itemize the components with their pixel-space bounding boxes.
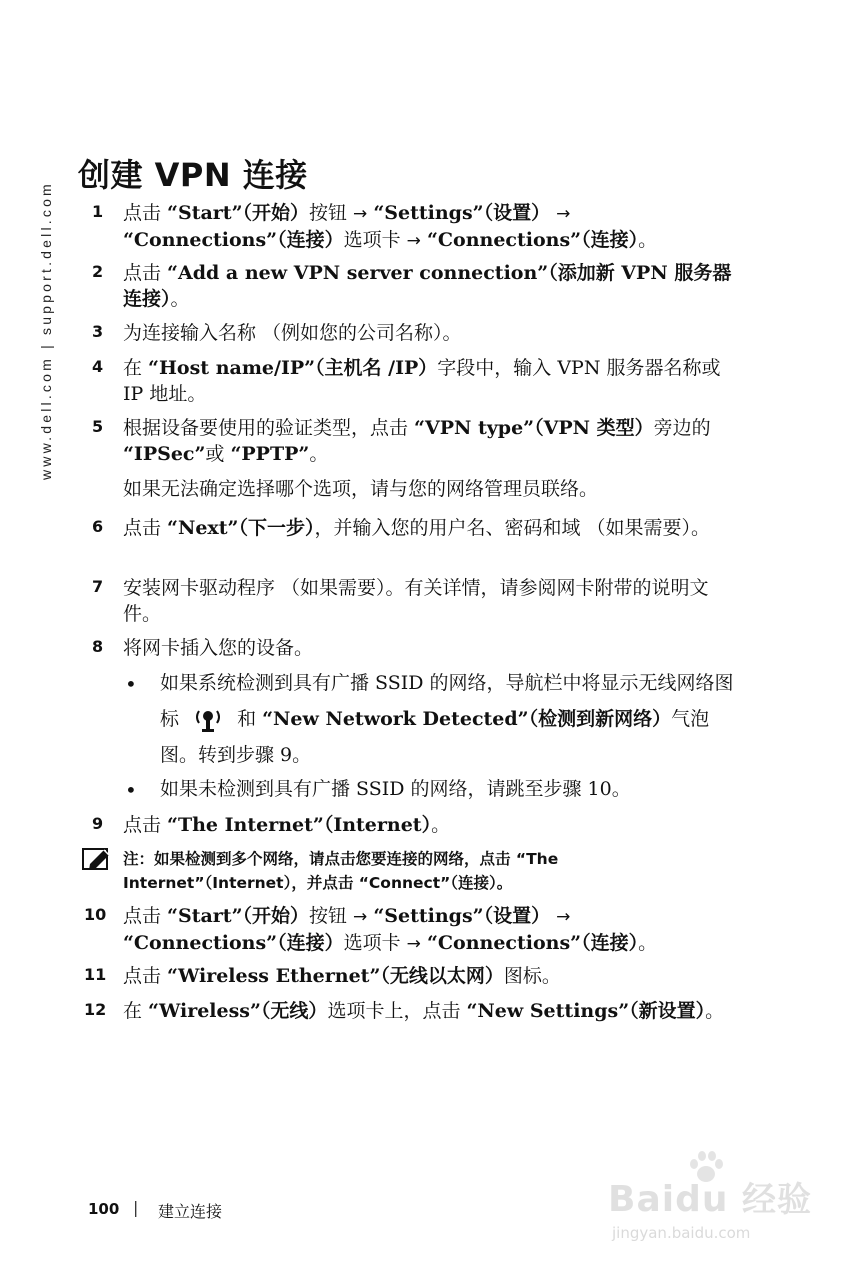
step-text: 将网卡插入您的设备。 bbox=[123, 637, 314, 659]
step-number: 3 bbox=[92, 322, 104, 341]
baidu-watermark bbox=[608, 1150, 843, 1260]
footer-separator: | bbox=[133, 1198, 139, 1217]
step-number: 10 bbox=[84, 905, 107, 924]
step-text: 安装网卡驱动程序 （如果需要）。有关详情，请参阅网卡附带的说明文件。 bbox=[123, 577, 709, 625]
bullet-1-part3: “New Network Detected”（检测到新网络） bbox=[262, 708, 672, 730]
step-text: 点击 “Start”（开始）按钮 → “Settings”（设置） → “Connections”（连接）选项卡 → “Connections”（连接）。 bbox=[123, 202, 658, 251]
step-number: 2 bbox=[92, 262, 104, 281]
bullet-dot: • bbox=[125, 672, 137, 696]
bullet-2: 如果未检测到具有广播 SSID 的网络，请跳至步骤 10。 bbox=[160, 778, 631, 800]
step-text: 点击 “Wireless Ethernet”（无线以太网）图标。 bbox=[123, 965, 561, 987]
side-url: www.dell.com | support.dell.com bbox=[38, 181, 54, 480]
step-number: 1 bbox=[92, 202, 104, 221]
step-text: 在 “Host name/IP”（主机名 /IP）字段中，输入 VPN 服务器名称或 IP 地址。 bbox=[123, 357, 721, 405]
step-number: 12 bbox=[84, 1000, 107, 1019]
step-text: 点击 “Next”（下一步），并输入您的用户名、密码和域 （如果需要）。 bbox=[123, 517, 711, 539]
step-text: 为连接输入名称 （例如您的公司名称）。 bbox=[123, 322, 462, 344]
bullet-1 bbox=[160, 665, 740, 773]
step-text: 根据设备要使用的验证类型，点击 “VPN type”（VPN 类型）旁边的 “IPSec”或 “PPTP”。 bbox=[123, 417, 711, 465]
step-number: 8 bbox=[92, 637, 104, 656]
step-text: 点击 “Start”（开始）按钮 → “Settings”（设置） → “Connections”（连接）选项卡 → “Connections”（连接）。 bbox=[123, 905, 658, 954]
note-pencil-icon bbox=[82, 846, 112, 872]
step-text: 点击 “The Internet”（Internet）。 bbox=[123, 814, 451, 836]
note-body: 如果检测到多个网络，请点击您要连接的网络，点击 “The Internet”（Internet），并点击 “Connect”（连接）。 bbox=[123, 850, 559, 892]
step-number: 7 bbox=[92, 577, 104, 596]
watermark-url: jingyan.baidu.com bbox=[612, 1224, 751, 1242]
page-title: 创建 VPN 连接 bbox=[78, 156, 308, 194]
bullet-1-part1: 如果系统检测到具有广播 SSID 的网络，导航栏中将显示无线网络图标 bbox=[160, 672, 734, 730]
step-number: 4 bbox=[92, 357, 104, 376]
step-number: 5 bbox=[92, 417, 104, 436]
step-number: 9 bbox=[92, 814, 104, 833]
wireless-network-icon bbox=[193, 707, 223, 733]
step-number: 6 bbox=[92, 517, 104, 536]
note-label: 注： bbox=[123, 850, 155, 868]
page-number: 100 bbox=[88, 1200, 120, 1218]
watermark-brand: Baidu 经验 bbox=[608, 1179, 813, 1220]
note-text bbox=[123, 847, 723, 895]
step-text: 在 “Wireless”（无线）选项卡上，点击 “New Settings”（新设置）。 bbox=[123, 1000, 725, 1022]
bullet-1-part2: 和 bbox=[237, 708, 257, 730]
step-number: 11 bbox=[84, 965, 107, 984]
bullet-1-part4: 气泡图。转到步骤 9。 bbox=[160, 708, 710, 766]
footer-section-title: 建立连接 bbox=[158, 1202, 223, 1221]
bullet-dot: • bbox=[125, 778, 137, 802]
step-text: 点击 “Add a new VPN server connection”（添加新 VPN 服务器连接）。 bbox=[123, 262, 732, 310]
step-5-extra: 如果无法确定选择哪个选项，请与您的网络管理员联络。 bbox=[123, 478, 599, 500]
